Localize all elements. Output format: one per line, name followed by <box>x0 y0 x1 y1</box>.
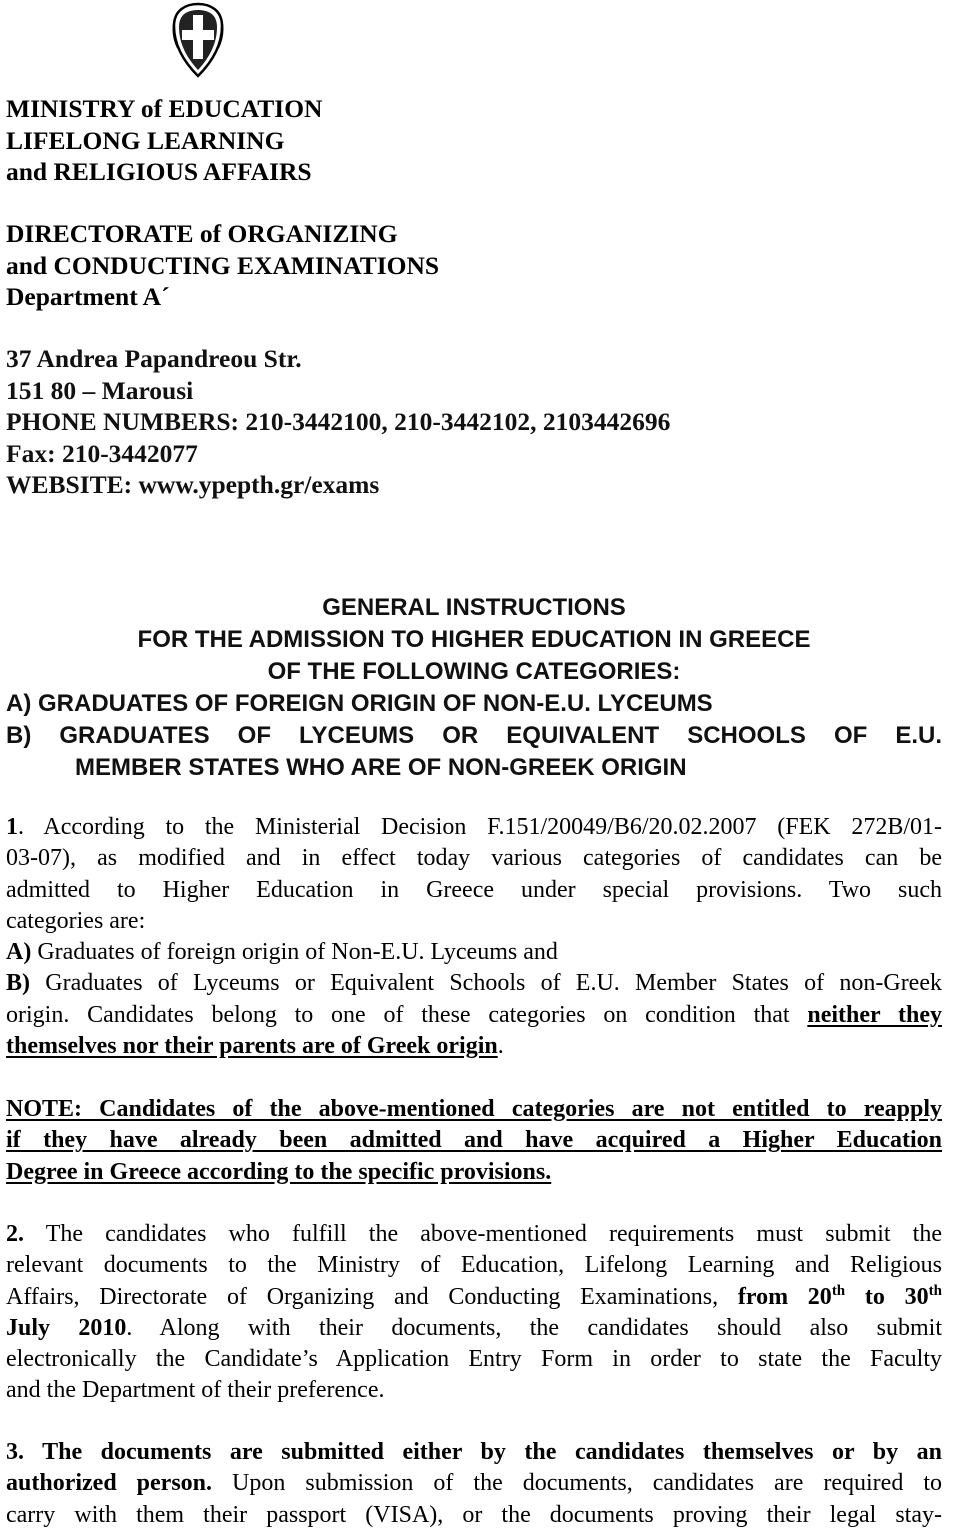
contact-block <box>6 343 670 501</box>
section-2-line-3: Affairs, Directorate of Organizing and Conducting Examinations, from 20th to 30th <box>6 1282 942 1310</box>
section-3-number: 3 <box>6 1439 18 1465</box>
title-line-2: FOR THE ADMISSION TO HIGHER EDUCATION IN GREECE <box>137 626 811 653</box>
directorate-line-3: Department A´ <box>6 282 170 311</box>
section-3-line-3: carry with them their passport (VISA), or the documents proving their legal stay- <box>6 1501 942 1528</box>
ministry-line-2: LIFELONG LEARNING <box>6 125 285 155</box>
phone-numbers: PHONE NUMBERS: 210-3442100, 210-3442102, 2103442696 <box>6 407 671 436</box>
section-1-line-1: 1. According to the Ministerial Decision F.151/20049/B6/20.02.2007 (FEK 272B/01- <box>6 814 942 840</box>
city-line: 151 80 – Marousi <box>6 375 194 405</box>
section-2-line-4: July 2010. Along with their documents, the candidates should also submit <box>6 1314 942 1341</box>
section-3-line-2: authorized person. Upon submission of the documents, candidates are required to <box>6 1470 942 1497</box>
ministry-name <box>6 93 322 188</box>
section-2-line-5: electronically the Candidate’s Application Entry Form in order to state the Faculty <box>6 1346 942 1373</box>
ministry-line-1: MINISTRY of EDUCATION <box>6 94 323 123</box>
directorate-line-1: DIRECTORATE of ORGANIZING <box>6 219 398 248</box>
section-1-line-5: A) Graduates of foreign origin of Non-E.U. Lyceums and <box>6 939 558 966</box>
directorate-line-2: and CONDUCTING EXAMINATIONS <box>6 250 440 280</box>
section-1-line-3: admitted to Higher Education in Greece under special provisions. Two such <box>6 876 942 903</box>
title-line-5: B) GRADUATES OF LYCEUMS OR EQUIVALENT SCHOOLS OF E.U. <box>6 722 942 749</box>
section-3-line-1: 3. The documents are submitted either by the candidates themselves or by an <box>6 1439 942 1465</box>
section-2-line-1: 2. The candidates who fulfill the above-mentioned requirements must submit the <box>6 1221 942 1247</box>
title-line-3: OF THE FOLLOWING CATEGORIES: <box>267 658 681 685</box>
greek-coat-of-arms-emblem <box>166 2 230 80</box>
fax-number: Fax: 210-3442077 <box>6 438 198 468</box>
section-1-number: 1 <box>6 814 18 840</box>
section-1-line-4: categories are: <box>6 907 146 934</box>
instructions-title <box>6 592 942 784</box>
section-1-line-8: themselves nor their parents are of Greek origin. <box>6 1033 504 1060</box>
section-1-line-7: origin. Candidates belong to one of these categories on condition that neither they <box>6 1001 942 1028</box>
section-1 <box>6 812 942 1062</box>
website-link[interactable]: WEBSITE: www.ypepth.gr/exams <box>6 470 380 499</box>
note-block <box>6 1094 942 1188</box>
section-3 <box>6 1437 942 1531</box>
section-1-line-2: 03-07), as modified and in effect today various categories of candidates can be <box>6 845 942 872</box>
section-1-line-6: B) Graduates of Lyceums or Equivalent Schools of E.U. Member States of non-Greek <box>6 970 942 997</box>
ministry-line-3: and RELIGIOUS AFFAIRS <box>6 157 312 186</box>
section-2-line-6: and the Department of their preference. <box>6 1377 385 1404</box>
address-line: 37 Andrea Papandreou Str. <box>6 344 302 373</box>
directorate-name <box>6 218 439 313</box>
note-line-1: NOTE: Candidates of the above-mentioned categories are not entitled to reapply <box>6 1096 942 1122</box>
note-line-2: if they have already been admitted and have acquired a Higher Education <box>6 1127 942 1154</box>
section-2-line-2: relevant documents to the Ministry of Education, Lifelong Learning and Religious <box>6 1252 942 1279</box>
section-2-number: 2. <box>6 1221 24 1247</box>
title-line-6: MEMBER STATES WHO ARE OF NON-GREEK ORIGIN <box>75 754 687 781</box>
title-line-4: A) GRADUATES OF FOREIGN ORIGIN OF NON-E.U. LYCEUMS <box>6 690 713 717</box>
title-line-1: GENERAL INSTRUCTIONS <box>322 594 626 621</box>
note-line-3: Degree in Greece according to the specific provisions. <box>6 1158 552 1185</box>
section-2 <box>6 1219 942 1407</box>
